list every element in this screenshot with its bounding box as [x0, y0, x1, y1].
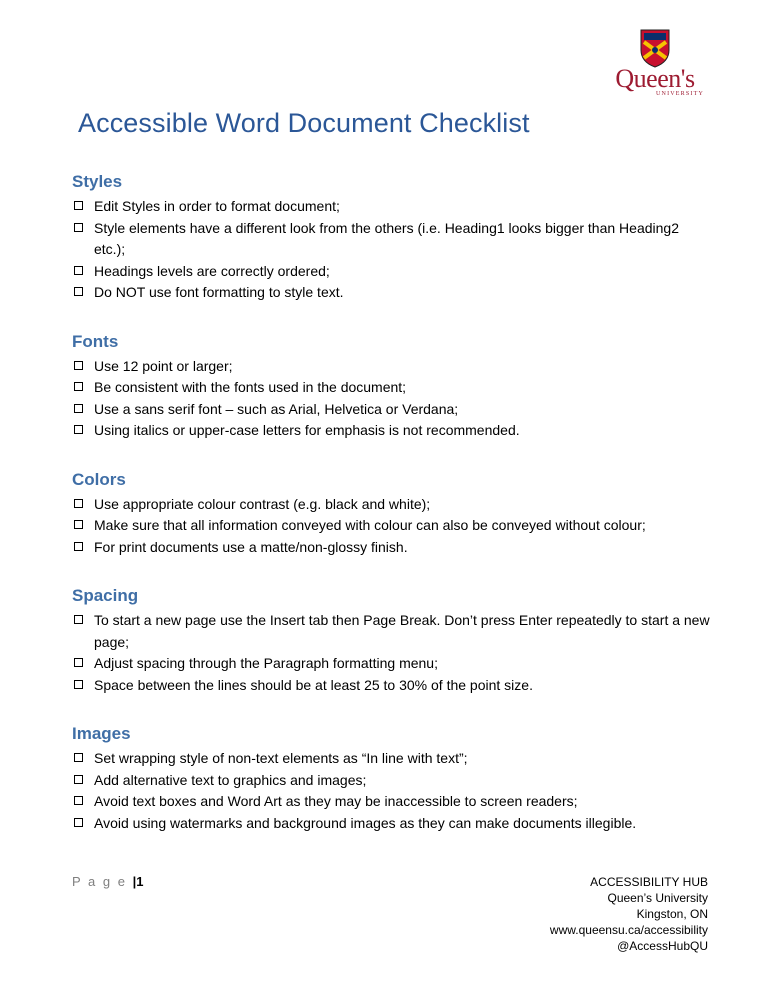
checkbox-icon[interactable]: [74, 223, 83, 232]
checklist-item: [72, 770, 712, 792]
page-label: P a g e: [72, 874, 127, 889]
checkbox-icon[interactable]: [74, 680, 83, 689]
contact-line: Kingston, ON: [636, 907, 708, 921]
checklist-item-text: Edit Styles in order to format document;: [94, 198, 340, 214]
checklist-item-text: Space between the lines should be at least 25 to 30% of the point size.: [94, 676, 533, 693]
section-images: [72, 724, 712, 834]
section-heading: Images: [72, 724, 131, 743]
page-separator: |: [132, 874, 137, 889]
checkbox-icon[interactable]: [74, 520, 83, 529]
checklist-item-text: For print documents use a matte/non-glossy finish.: [94, 538, 408, 555]
checklist-item: [72, 748, 712, 770]
checklist-item: [72, 399, 712, 421]
checklist-item-text: Using italics or upper-case letters for emphasis is not recommended.: [94, 422, 520, 438]
checklist-item-text: Be consistent with the fonts used in the document;: [94, 379, 407, 395]
checkbox-icon[interactable]: [74, 425, 83, 434]
organization-contact: [550, 874, 708, 954]
checkbox-icon[interactable]: [74, 404, 83, 413]
checklist-item-text: Avoid text boxes and Word Art as they may be inaccessible to screen readers;: [94, 793, 578, 809]
checklist-item-text: Make sure that all information conveyed with colour can also be conveyed without colour;: [94, 517, 646, 533]
contact-line: www.queensu.ca/accessibility: [549, 923, 708, 937]
section-fonts: [72, 332, 712, 442]
checklist-item-text: Style elements have a different look from the others (i.e. Heading1 looks bigger than Heading2 etc.);: [94, 219, 679, 257]
checklist-item-text: Set wrapping style of non-text elements as “In line with text”;: [94, 750, 468, 766]
section-heading: Styles: [72, 172, 123, 191]
checkbox-icon[interactable]: [74, 499, 83, 508]
checkbox-icon[interactable]: [74, 287, 83, 296]
page-number: 1: [136, 874, 144, 889]
checkbox-icon[interactable]: [74, 201, 83, 210]
queens-university-logo: [600, 28, 710, 100]
checkbox-icon[interactable]: [74, 266, 83, 275]
checklist-item: [72, 791, 712, 813]
section-styles: [72, 172, 712, 304]
checklist: [72, 356, 712, 442]
checklist-item: [72, 675, 712, 697]
checkbox-icon[interactable]: [74, 361, 83, 370]
checklist-item: [72, 282, 712, 304]
checklist: [72, 748, 712, 834]
checklist-item-text: Adjust spacing through the Paragraph formatting menu;: [94, 655, 438, 671]
contact-line: ACCESSIBILITY HUB: [590, 875, 708, 889]
checklist-item-text: Use appropriate colour contrast (e.g. black and white);: [94, 495, 431, 512]
logo-subtitle: UNIVERSITY: [656, 91, 704, 97]
checklist: [72, 494, 712, 559]
checklist-item-text: Avoid using watermarks and background images as they can make documents illegible.: [94, 814, 637, 831]
checklist-item-text: To start a new page use the Insert tab then Page Break. Don’t press Enter repeatedly to start a new page;: [94, 612, 710, 650]
checklist-item: [72, 218, 712, 261]
checkbox-icon[interactable]: [74, 382, 83, 391]
checklist-item-text: Use 12 point or larger;: [94, 357, 233, 374]
checklist-item: [72, 261, 712, 283]
page-number-footer: [72, 874, 143, 889]
checkbox-icon[interactable]: [74, 775, 83, 784]
checkbox-icon[interactable]: [74, 615, 83, 624]
checkbox-icon[interactable]: [74, 542, 83, 551]
checklist-item: [72, 653, 712, 675]
logo-wordmark: Queen's: [615, 64, 695, 93]
contact-line: @AccessHubQU: [617, 939, 708, 953]
section-heading: Fonts: [72, 331, 119, 351]
contact-line: Queen’s University: [607, 891, 708, 905]
checkbox-icon[interactable]: [74, 818, 83, 827]
section-colors: [72, 470, 712, 559]
checklist-item: [72, 610, 712, 653]
document-title: Accessible Word Document Checklist: [78, 108, 530, 138]
checklist-item-text: Do NOT use font formatting to style text.: [94, 284, 344, 300]
checklist-item: [72, 377, 712, 399]
checklist: [72, 196, 712, 304]
section-spacing: [72, 586, 712, 696]
checklist-item-text: Use a sans serif font – such as Arial, Helvetica or Verdana;: [94, 400, 459, 417]
checklist-item: [72, 196, 712, 218]
crest-icon: [600, 28, 710, 68]
section-heading: Spacing: [72, 586, 139, 605]
checklist-item: [72, 494, 712, 516]
checkbox-icon[interactable]: [74, 753, 83, 762]
section-heading: Colors: [72, 469, 126, 489]
checklist-item: [72, 813, 712, 835]
checkbox-icon[interactable]: [74, 796, 83, 805]
checklist-item: [72, 537, 712, 559]
checklist-item-text: Add alternative text to graphics and images;: [94, 771, 367, 788]
checklist-sections: [72, 172, 712, 862]
checklist-item: [72, 420, 712, 442]
checklist: [72, 610, 712, 696]
checklist-item-text: Headings levels are correctly ordered;: [94, 262, 330, 279]
checklist-item: [72, 356, 712, 378]
checklist-item: [72, 515, 712, 537]
checkbox-icon[interactable]: [74, 658, 83, 667]
